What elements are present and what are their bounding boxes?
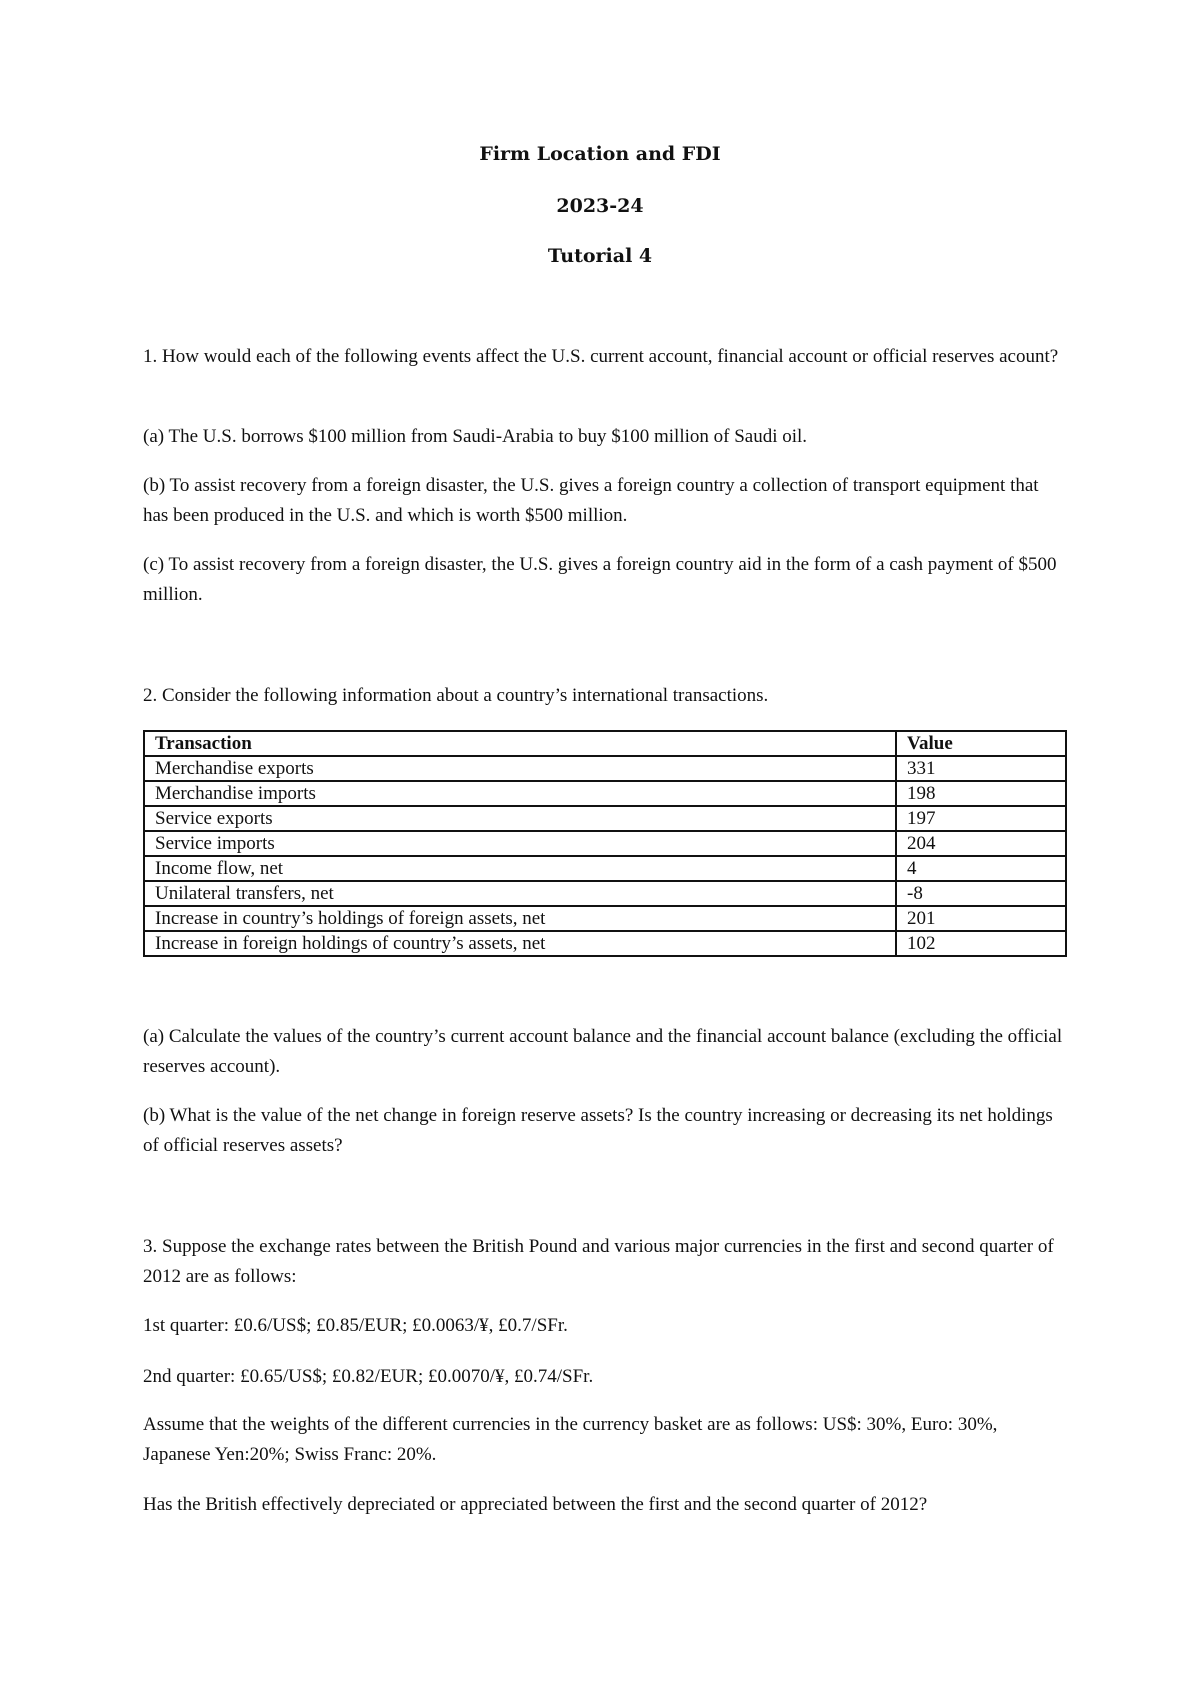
transactions-table	[143, 730, 1067, 957]
transaction-cell: Service imports	[144, 831, 896, 856]
rates-first-quarter	[143, 1311, 1063, 1341]
currency-weights-text: Assume that the weights of the different currencies in the currency basket are as follows: US$: 30%, Euro: 30%, Japanese Yen:20%; Swiss Franc: 20%.	[143, 1414, 998, 1465]
transaction-cell: Unilateral transfers, net	[144, 881, 896, 906]
table-row	[144, 931, 1066, 956]
value-cell: 197	[896, 806, 1066, 831]
tutorial-number: Tutorial 4	[547, 245, 653, 267]
rates-first-quarter-text: 1st quarter: £0.6/US$; £0.85/EUR; £0.0063/¥, £0.7/SFr.	[143, 1315, 568, 1336]
document-title: Firm Location and FDI	[479, 143, 721, 165]
transaction-cell: Increase in country’s holdings of foreign assets, net	[144, 906, 896, 931]
table-row	[144, 856, 1066, 881]
value-cell: 331	[896, 756, 1066, 781]
question-1b-text: (b) To assist recovery from a foreign disaster, the U.S. gives a foreign country a collection of transport equipment that has been produced in the U.S. and which is worth $500 million.	[143, 475, 1039, 526]
question-2b-text: (b) What is the value of the net change in foreign reserve assets? Is the country increasing or decreasing its net holdings of official reserves assets?	[143, 1105, 1053, 1156]
transaction-cell: Service exports	[144, 806, 896, 831]
question-1c	[143, 550, 1063, 610]
question-1-intro	[143, 342, 1063, 372]
transaction-cell: Merchandise imports	[144, 781, 896, 806]
question-1b	[143, 471, 1063, 531]
question-1-text: 1. How would each of the following events affect the U.S. current account, financial account or official reserves acount?	[143, 346, 1059, 367]
rates-second-quarter	[143, 1362, 1063, 1392]
table-row	[144, 906, 1066, 931]
currency-weights	[143, 1410, 1063, 1470]
value-cell: 102	[896, 931, 1066, 956]
table-row	[144, 881, 1066, 906]
question-2a	[143, 1022, 1063, 1082]
transaction-cell: Income flow, net	[144, 856, 896, 881]
transaction-cell: Merchandise exports	[144, 756, 896, 781]
question-2-intro	[143, 681, 1063, 711]
question-2b	[143, 1101, 1063, 1161]
value-cell: 204	[896, 831, 1066, 856]
question-2a-text: (a) Calculate the values of the country’s current account balance and the financial account balance (excluding the official reserves account).	[143, 1026, 1063, 1077]
question-3-question-text: Has the British effectively depreciated or appreciated between the first and the second quarter of 2012?	[143, 1494, 928, 1515]
question-1a	[143, 422, 1063, 452]
table-row	[144, 806, 1066, 831]
column-header-transaction: Transaction	[144, 731, 896, 756]
question-3-intro	[143, 1232, 1063, 1292]
table-row	[144, 756, 1066, 781]
table-row	[144, 831, 1066, 856]
value-cell: 4	[896, 856, 1066, 881]
transaction-cell: Increase in foreign holdings of country’s assets, net	[144, 931, 896, 956]
column-header-value: Value	[896, 731, 1066, 756]
value-cell: -8	[896, 881, 1066, 906]
question-1c-text: (c) To assist recovery from a foreign disaster, the U.S. gives a foreign country aid in the form of a cash payment of $500 million.	[143, 554, 1057, 605]
document-year: 2023-24	[556, 195, 644, 217]
table-header-row	[144, 731, 1066, 756]
question-3-text: 3. Suppose the exchange rates between the British Pound and various major currencies in the first and second quarter of 2012 are as follows:	[143, 1236, 1054, 1287]
table-row	[144, 781, 1066, 806]
question-2-text: 2. Consider the following information about a country’s international transactions.	[143, 685, 769, 706]
question-3-question	[143, 1490, 1063, 1520]
value-cell: 198	[896, 781, 1066, 806]
rates-second-quarter-text: 2nd quarter: £0.65/US$; £0.82/EUR; £0.0070/¥, £0.74/SFr.	[143, 1366, 594, 1387]
question-1a-text: (a) The U.S. borrows $100 million from Saudi-Arabia to buy $100 million of Saudi oil.	[143, 426, 808, 447]
value-cell: 201	[896, 906, 1066, 931]
